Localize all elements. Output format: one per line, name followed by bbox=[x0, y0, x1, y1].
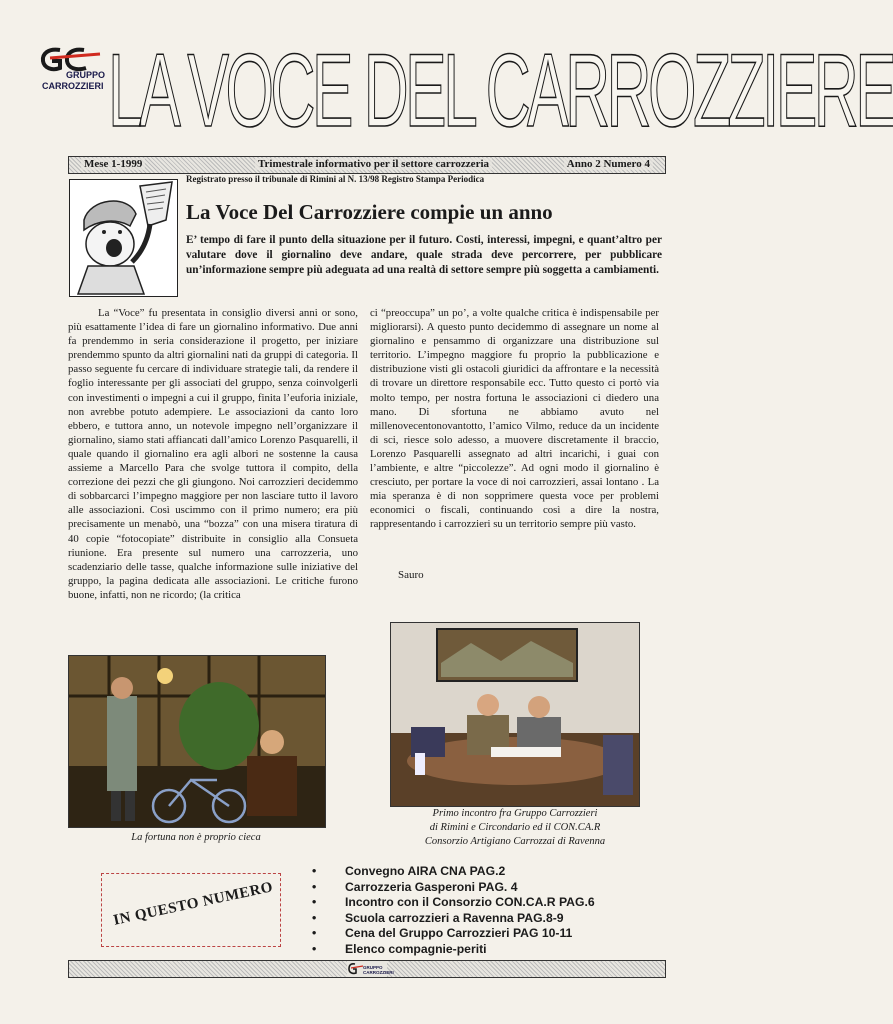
caption-2-line-2: di Rimini e Circondario ed il CON.CA.R bbox=[429, 822, 601, 833]
registration-notice: Registrato presso il tribunale di Rimini al N. 13/98 Registro Stampa Periodica bbox=[186, 174, 485, 184]
logo-line2: CARROZZIERI bbox=[42, 81, 104, 91]
in-this-issue-list bbox=[312, 864, 595, 957]
logo-line1: GRUPPO bbox=[66, 70, 106, 80]
footer-logo-line2: CARROZZIERI bbox=[363, 970, 394, 975]
in-this-issue-stamp bbox=[101, 873, 281, 947]
footer-logo-text bbox=[363, 965, 394, 975]
article-column-1: La “Voce” fu presentata in consiglio diversi anni or sono, più esattamente l’idea di fare un giornalino informativo. Due anni fa prendemmo in seria considerazione il progetto, per iniziare prendemmo spunto da altri giornalini nati da gruppi di categoria. Il passo seguente fu cercare di individuare strategie tali, da rendere il foglio interessante per gli associati del gruppo, senza coinvolgerli con investimenti o impegni a cui il gruppo, finita l’euforia iniziale, non avrebbe potuto adempiere. Le associazioni da canto loro ebbero, e tuttora anno, un notevole impegno nell’organizzare il giornalino, siamo stati affiancati dall’amico Lorenzo Pasquarelli, il quale quando il giornalino era agli albori ne sostenne la causa assieme a Marcello Para che svolge tuttora il compito, della correzione dei pezzi che gli giungono. Noi carrozzieri decidemmo di sobbarcarci l’impegno maggiore per non lasciare tutto il lavoro alle associazioni. Così uscimmo con il primo numero; era più precisamente un menabò, una “bozza” con una misera tiratura di 40 copie “fotocopiate” distribuite in consiglio alla Consueta riunione. Era presente sul numero una carrozzeria, uno scadenziario delle tasse, qualche informazione sulle iniziative del gruppo, la pagina dedicata alle associazioni. Le critiche furono buone, infatti, non ne ricordo; (la critica bbox=[68, 307, 358, 601]
footer-logo bbox=[347, 961, 394, 977]
toc-item: • Elenco compagnie-periti bbox=[312, 942, 595, 958]
toc-item: • Carrozzeria Gasperoni PAG. 4 bbox=[312, 880, 595, 896]
caption-2-line-3: Consorzio Artigiano Carrozzai di Ravenna bbox=[424, 836, 606, 847]
toc-item: • Cena del Gruppo Carrozzieri PAG 10-11 bbox=[312, 926, 595, 942]
toc-item: • Incontro con il Consorzio CON.CA.R PAG.6 bbox=[312, 895, 595, 911]
meeting-photo bbox=[390, 622, 640, 807]
article-column-2: ci “preoccupa” un po’, a volte qualche critica è indispensabile per migliorarsi). A questo punto decidemmo di assegnare un nome al giornalino e pensammo di organizzare una distribuzione sul territorio. L’impegno maggiore fu proprio la pubblicazione e distribuzione visti gli ostacoli giuridici da affrontare e la necessità di trovare un direttore responsabile ecc. Tutto questo ci portò via molto tempo, per nostra fortuna le associazioni ci diedero una mano. Di sfortuna ne abbiamo avuto nel millenovecentonovantotto, l’amico Vilmo, reduce da un incidente di sci, riesce solo adesso, a muovere discretamente il braccio, Lorenzo Pasquarelli assegnato ad altri incarichi, i guai con l’ambiente, e altre “piccolezze”. Ad ogni modo il giornalino è cresciuto, per portare la voce di noi carrozzieri, assai lontano . La mia speranza è di non sopprimere questa voce per problemi economici o fiscali, continuando così a dire la nostra, rappresentando i carrozzieri su un territorio sempre più vasto. bbox=[370, 307, 659, 531]
caption-2-line-1: Primo incontro fra Gruppo Carrozzieri bbox=[432, 808, 598, 819]
publication-subtitle: Trimestrale informativo per il settore carrozzeria bbox=[255, 158, 492, 170]
info-bar bbox=[68, 156, 666, 174]
photo-bicycle-image bbox=[69, 656, 325, 827]
newsboy-cartoon-icon bbox=[70, 180, 177, 296]
masthead-title: LA VOCE DEL CARROZZIERE bbox=[108, 33, 893, 149]
photo-meeting-image bbox=[391, 623, 639, 806]
bicycle-prize-photo bbox=[68, 655, 326, 828]
article-signature: Sauro bbox=[398, 569, 424, 581]
issue-number: Anno 2 Numero 4 bbox=[564, 158, 653, 170]
photo-caption-2 bbox=[384, 807, 646, 849]
footer-gc-logo-icon bbox=[348, 962, 364, 976]
issue-date: Mese 1-1999 bbox=[81, 158, 145, 170]
toc-item: • Convegno AIRA CNA PAG.2 bbox=[312, 864, 595, 880]
article-headline: La Voce Del Carrozziere compie un anno bbox=[186, 200, 553, 224]
newspaper-boy-illustration bbox=[69, 179, 178, 297]
article-lead: E’ tempo di fare il punto della situazione per il futuro. Costi, interessi, impegni, e quant’altro per valutare dove il giornalino deve andare, quale strada deve percorrere, per pubblicare un’informazione sempre più adeguata ad una realtà di settore sempre più soggetta a cambiamenti. bbox=[186, 234, 662, 276]
in-this-issue-label: IN QUESTO NUMERO bbox=[112, 879, 275, 929]
footer-logo-line1: GRUPPO bbox=[363, 965, 383, 970]
gruppo-carrozzieri-logo bbox=[38, 46, 110, 96]
toc-item: • Scuola carrozzieri a Ravenna PAG.8-9 bbox=[312, 911, 595, 927]
footer-bar bbox=[68, 960, 666, 978]
photo-caption-1: La fortuna non è proprio cieca bbox=[131, 832, 261, 843]
